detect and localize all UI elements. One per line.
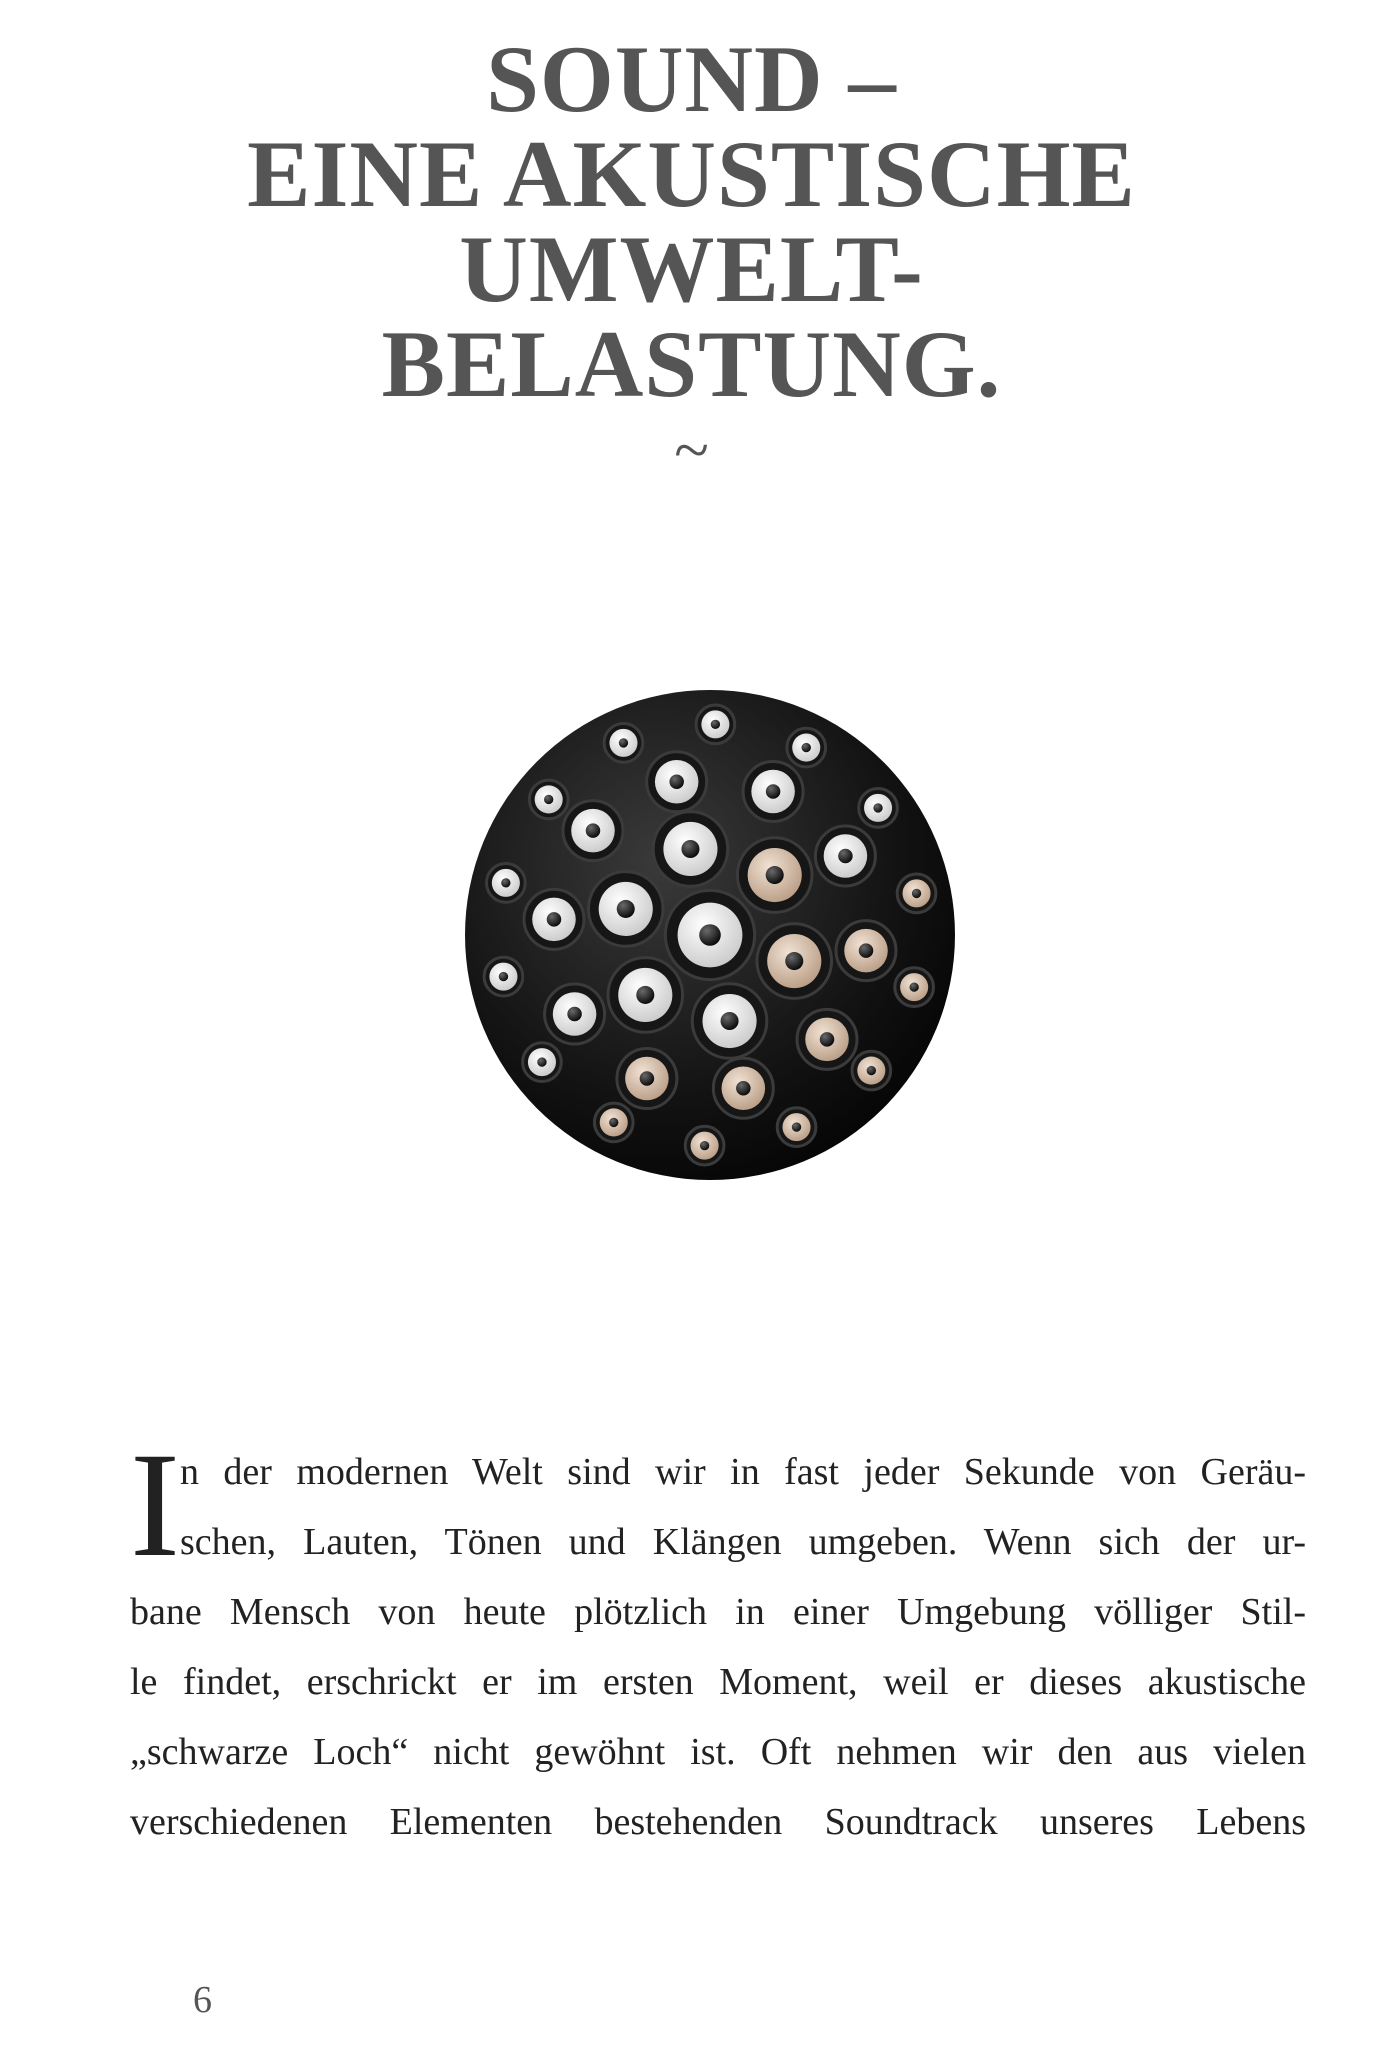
speaker-driver bbox=[836, 921, 896, 981]
drop-cap: I bbox=[130, 1422, 180, 1588]
speaker-driver bbox=[529, 780, 568, 819]
body-paragraph bbox=[130, 1422, 1306, 1857]
title-line: EINE AKUSTISCHE bbox=[247, 121, 1136, 227]
speaker-driver bbox=[524, 889, 584, 949]
speaker-driver bbox=[608, 958, 683, 1033]
speaker-driver bbox=[647, 752, 707, 812]
tilde-ornament: ~ bbox=[674, 414, 709, 485]
paragraph-line: schen, Lauten, Tönen und Klängen umgeben. Wenn sich der ur- bbox=[180, 1521, 1306, 1563]
speaker-driver bbox=[487, 864, 526, 903]
speaker-driver bbox=[713, 1058, 773, 1118]
speaker-driver bbox=[696, 705, 735, 744]
speaker-driver bbox=[859, 789, 898, 828]
speaker-driver bbox=[815, 826, 875, 886]
speaker-driver bbox=[895, 968, 934, 1007]
speaker-driver bbox=[757, 924, 832, 999]
speaker-driver bbox=[852, 1051, 891, 1090]
speaker-driver bbox=[604, 724, 643, 763]
paragraph-line: verschiedenen Elementen bestehenden Soundtrack unseres Lebens bbox=[130, 1801, 1306, 1843]
speaker-driver bbox=[685, 1126, 724, 1165]
paragraph-line: le findet, erschrickt er im ersten Moment, weil er dieses akustische bbox=[130, 1661, 1306, 1703]
speaker-driver bbox=[797, 1009, 857, 1069]
speaker-driver bbox=[484, 957, 523, 996]
speaker-driver bbox=[617, 1049, 677, 1109]
title-line: BELASTUNG. bbox=[381, 311, 1002, 417]
speaker-driver bbox=[777, 1108, 816, 1147]
speaker-driver bbox=[665, 890, 754, 979]
title-line: SOUND – bbox=[486, 26, 897, 132]
speaker-driver bbox=[897, 874, 936, 913]
speaker-driver bbox=[743, 761, 803, 821]
paragraph-line: bane Mensch von heute plötzlich in einer Umgebung völliger Stil- bbox=[130, 1591, 1306, 1633]
speaker-driver bbox=[588, 872, 663, 947]
paragraph-line: n der modernen Welt sind wir in fast jeder Sekunde von Geräu- bbox=[180, 1451, 1306, 1493]
speaker-driver bbox=[563, 801, 623, 861]
speaker-sphere-image bbox=[455, 680, 965, 1190]
title-line: UMWELT- bbox=[459, 216, 924, 322]
chapter-title bbox=[0, 26, 1383, 417]
paragraph-line: „schwarze Loch“ nicht gewöhnt ist. Oft nehmen wir den aus vielen bbox=[130, 1731, 1306, 1773]
speaker-driver bbox=[737, 838, 812, 913]
speaker-sphere-icon bbox=[455, 680, 965, 1190]
speaker-driver bbox=[653, 812, 728, 887]
speaker-driver bbox=[523, 1043, 562, 1082]
speaker-driver bbox=[594, 1103, 633, 1142]
speaker-driver bbox=[545, 984, 605, 1044]
speaker-driver bbox=[692, 984, 767, 1059]
page-number: 6 bbox=[193, 1979, 212, 2021]
speaker-driver bbox=[787, 728, 826, 767]
